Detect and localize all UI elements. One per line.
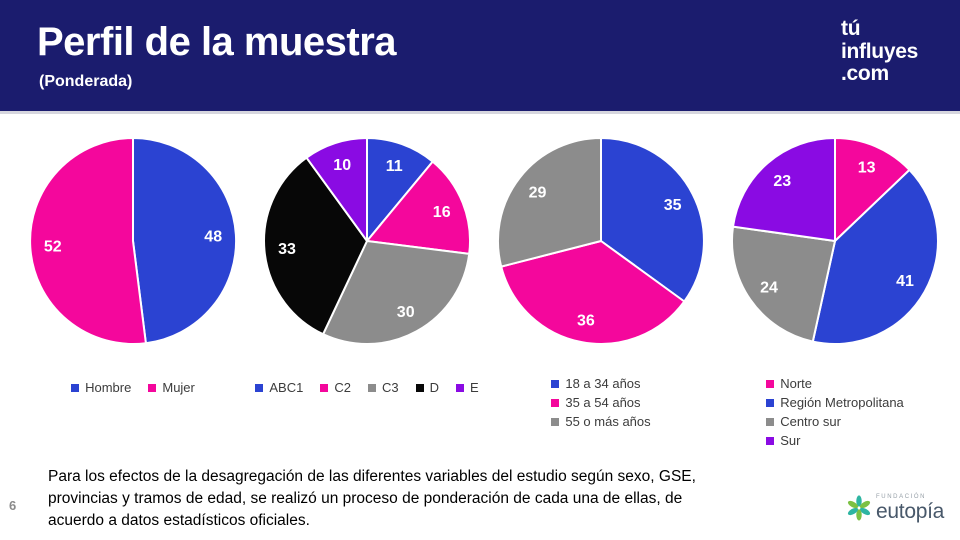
pie-chart-zona — [722, 133, 948, 448]
eutopia-logo — [846, 494, 944, 522]
pie-value-55-o-mas-anos: 29 — [528, 184, 547, 202]
legend-swatch-icon — [255, 384, 263, 392]
legend-item-55-o-mas-anos — [551, 414, 650, 429]
legend-swatch-icon — [456, 384, 464, 392]
pie-value-35-a-54-anos: 36 — [577, 312, 595, 330]
page-number: 6 — [9, 498, 17, 513]
pie-value-c2: 16 — [432, 204, 451, 221]
pie-chart-edad — [488, 133, 714, 448]
methodology-note: Para los efectos de la desagregación de las diferentes variables del estudio según sexo, GSE, provincias y tramos de edad, se realizó un proceso de ponderación de cada una de ellas, de acuerdo a datos estadísticos oficiales. — [48, 468, 696, 529]
legend-swatch-icon — [766, 380, 774, 388]
pie-value-region-metropolitana: 41 — [896, 273, 914, 290]
legend-swatch-icon — [766, 399, 774, 407]
legend-item-35-a-54-anos — [551, 395, 640, 410]
legend-item-c3 — [368, 380, 399, 395]
eutopia-wordmark — [876, 494, 944, 522]
pie-value-d: 33 — [278, 241, 296, 259]
legend-item-centro-sur — [766, 414, 841, 429]
legend-label: 55 o más años — [565, 414, 651, 429]
pie-gse-svg — [259, 133, 475, 349]
legend-sexo — [71, 380, 195, 395]
legend-label: C3 — [381, 380, 399, 395]
pie-sexo-svg — [25, 133, 241, 349]
legend-label: Norte — [780, 376, 812, 391]
pie-value-norte: 13 — [857, 159, 876, 177]
pie-value-c3: 30 — [396, 304, 415, 321]
pie-value-mujer: 52 — [43, 238, 62, 256]
tuinfluyes-logo — [841, 18, 918, 86]
legend-label: Mujer — [162, 380, 195, 395]
pie-value-sur: 23 — [773, 173, 792, 190]
pie-chart-sexo — [20, 133, 246, 448]
legend-swatch-icon — [416, 384, 424, 392]
legend-item-region-metropolitana — [766, 395, 904, 410]
legend-label: Centro sur — [780, 414, 841, 429]
legend-swatch-icon — [551, 418, 559, 426]
legend-swatch-icon — [71, 384, 79, 392]
legend-label: D — [429, 380, 439, 395]
eutopia-flower-icon — [846, 495, 872, 521]
legend-swatch-icon — [766, 437, 774, 445]
legend-item-abc1 — [255, 380, 303, 395]
legend-label: Sur — [780, 433, 801, 448]
legend-swatch-icon — [766, 418, 774, 426]
eutopia-name-label: eutopía — [876, 500, 944, 523]
legend-item-norte — [766, 376, 812, 391]
pie-edad-svg — [493, 133, 709, 349]
brand-line-3: .com — [841, 62, 889, 86]
pie-value-e: 10 — [333, 157, 352, 175]
legend-swatch-icon — [551, 399, 559, 407]
pie-value-abc1: 11 — [385, 158, 403, 175]
legend-gse — [255, 380, 478, 395]
legend-swatch-icon — [368, 384, 376, 392]
pie-chart-gse — [254, 133, 480, 448]
brand-line-1: tú — [841, 17, 861, 40]
legend-item-18-a-34-anos — [551, 376, 640, 391]
slide-header — [0, 0, 960, 114]
page-title: Perfil de la muestra — [37, 20, 397, 64]
legend-label: C2 — [334, 380, 351, 395]
pie-value-hombre: 48 — [204, 228, 223, 246]
legend-item-d — [416, 380, 439, 395]
legend-zona — [766, 376, 904, 448]
legend-item-mujer — [148, 380, 195, 395]
legend-label: Región Metropolitana — [780, 395, 904, 410]
legend-label: 18 a 34 años — [565, 376, 641, 391]
legend-swatch-icon — [148, 384, 156, 392]
legend-label: E — [469, 380, 479, 395]
pie-zona-svg — [727, 133, 943, 349]
legend-swatch-icon — [320, 384, 328, 392]
legend-label: ABC1 — [269, 380, 304, 395]
pie-value-centro-sur: 24 — [760, 279, 778, 297]
legend-item-e — [456, 380, 479, 395]
legend-edad — [551, 376, 650, 429]
legend-label: 35 a 54 años — [565, 395, 641, 410]
brand-line-2: influyes — [841, 39, 918, 63]
eutopia-fundacion-label: FUNDACIÓN — [876, 494, 927, 500]
charts-row — [20, 133, 948, 448]
legend-item-hombre — [71, 380, 131, 395]
legend-item-sur — [766, 433, 800, 448]
page-subtitle: (Ponderada) — [39, 73, 133, 90]
pie-value-18-a-34-anos: 35 — [663, 197, 682, 215]
legend-item-c2 — [320, 380, 351, 395]
legend-swatch-icon — [551, 380, 559, 388]
legend-label: Hombre — [85, 380, 132, 395]
